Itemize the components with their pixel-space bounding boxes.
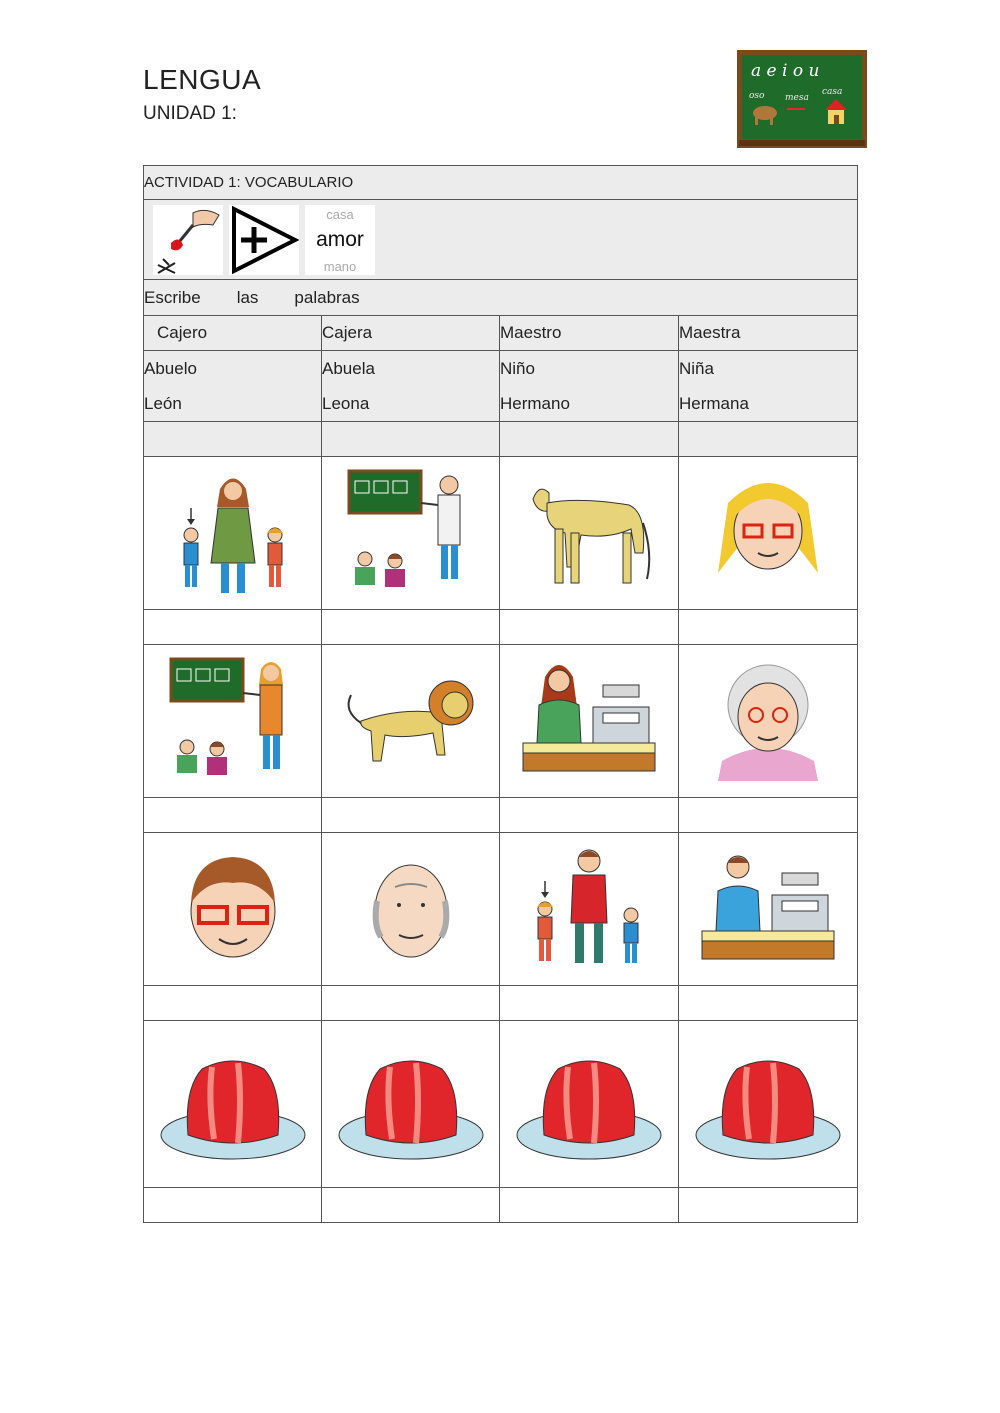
svg-text:amor: amor [316, 227, 364, 251]
female-cashier-image [519, 651, 659, 791]
jelly-image [693, 1039, 843, 1169]
female-teacher-image [163, 651, 303, 791]
male-teacher-image [341, 463, 481, 603]
picture-cell [500, 1021, 679, 1188]
jelly-image [158, 1039, 308, 1169]
word-cajera: Cajera [322, 316, 500, 351]
answer-cell[interactable] [679, 1188, 858, 1223]
svg-text:oso: oso [749, 91, 765, 101]
grandfather-image [341, 839, 481, 979]
svg-text:mano: mano [323, 258, 357, 274]
lioness-image [519, 463, 659, 603]
word-leona: Leona [322, 394, 370, 413]
mother-with-children-image [163, 463, 303, 603]
father-with-children-image [519, 839, 659, 979]
picture-cell [144, 457, 322, 610]
boy-image [163, 839, 303, 979]
answer-cell[interactable] [144, 610, 322, 645]
answer-cell[interactable] [144, 1188, 322, 1223]
word-maestra: Maestra [679, 316, 858, 351]
answer-cell[interactable] [322, 1188, 500, 1223]
answer-cell[interactable] [322, 422, 500, 457]
answer-cell[interactable] [144, 422, 322, 457]
lion-image [341, 651, 481, 791]
instruction-word-3: palabras [294, 287, 360, 307]
svg-text:casa: casa [326, 206, 354, 222]
answer-cell[interactable] [500, 986, 679, 1021]
answer-cell[interactable] [679, 422, 858, 457]
add-icon [229, 205, 299, 275]
jelly-image [336, 1039, 486, 1169]
activity-title: ACTIVIDAD 1: VOCABULARIO [144, 166, 858, 200]
picture-cell [500, 645, 679, 798]
picture-cell [322, 645, 500, 798]
picture-cell [500, 833, 679, 986]
instruction-symbols [144, 200, 858, 280]
picture-cell [500, 457, 679, 610]
svg-text:mesa: mesa [785, 93, 809, 103]
answer-cell[interactable] [322, 798, 500, 833]
answer-cell[interactable] [679, 986, 858, 1021]
write-hand-icon [153, 205, 223, 275]
girl-image [698, 463, 838, 603]
chalkboard-logo [737, 50, 867, 148]
page-title: LENGUA [143, 64, 262, 95]
instruction-word-1: Escribe [144, 287, 201, 307]
answer-cell[interactable] [500, 610, 679, 645]
answer-cell[interactable] [322, 986, 500, 1021]
word-group-3 [500, 351, 679, 422]
answer-cell[interactable] [500, 1188, 679, 1223]
word-group-2 [322, 351, 500, 422]
svg-text:a e i o u: a e i o u [751, 61, 820, 81]
picture-cell [322, 1021, 500, 1188]
word-nino: Niño [500, 359, 535, 378]
word-card-icon [305, 205, 375, 275]
picture-cell [322, 457, 500, 610]
male-cashier-image [698, 839, 838, 979]
word-hermana: Hermana [679, 394, 749, 413]
picture-cell [144, 1021, 322, 1188]
picture-cell [322, 833, 500, 986]
picture-cell [144, 645, 322, 798]
picture-cell [144, 833, 322, 986]
answer-cell[interactable] [679, 610, 858, 645]
vocabulary-table [143, 165, 858, 1223]
picture-cell [679, 833, 858, 986]
picture-cell [679, 457, 858, 610]
answer-cell[interactable] [500, 422, 679, 457]
instruction-word-2: las [236, 287, 259, 307]
answer-cell[interactable] [144, 798, 322, 833]
jelly-image [514, 1039, 664, 1169]
answer-cell[interactable] [500, 798, 679, 833]
word-group-1 [144, 351, 322, 422]
word-leon: León [144, 394, 182, 413]
picture-cell [679, 1021, 858, 1188]
word-abuela: Abuela [322, 359, 375, 378]
answer-cell[interactable] [679, 798, 858, 833]
word-cajero: Cajero [144, 316, 322, 351]
svg-text:casa: casa [822, 87, 843, 97]
picture-cell [679, 645, 858, 798]
answer-cell[interactable] [322, 610, 500, 645]
answer-cell[interactable] [144, 986, 322, 1021]
page-subtitle: UNIDAD 1: [143, 103, 237, 124]
word-abuelo: Abuelo [144, 359, 197, 378]
word-nina: Niña [679, 359, 714, 378]
grandmother-image [698, 651, 838, 791]
word-hermano: Hermano [500, 394, 570, 413]
instruction-text [144, 280, 858, 316]
word-group-4 [679, 351, 858, 422]
word-maestro: Maestro [500, 316, 679, 351]
